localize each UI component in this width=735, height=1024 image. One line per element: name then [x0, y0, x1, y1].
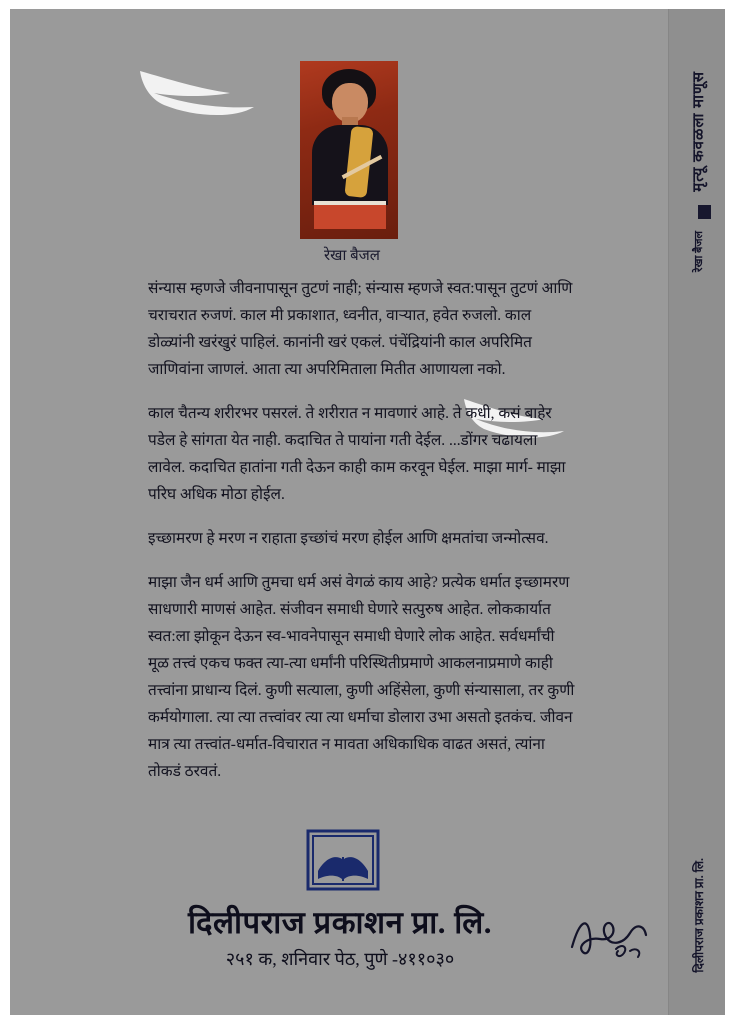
cover-panel — [10, 9, 725, 1015]
cover-content — [10, 9, 669, 1015]
spine-publisher: दिलीपराज प्रकाशन प्रा. लि. — [692, 858, 706, 973]
publisher-name: दिलीपराज प्रकाशन प्रा. लि. — [187, 905, 493, 940]
spine-divider — [698, 205, 711, 219]
swoosh-decoration-icon — [138, 67, 258, 121]
paragraph-3: इच्छामरण हे मरण न राहाता इच्छांचं मरण होईल आणि क्षमतांचा जन्मोत्सव. — [148, 530, 549, 547]
author-name-caption: रेखा बैजल — [324, 248, 380, 264]
spine-title: मृत्यू कवळला माणूस — [691, 71, 707, 192]
back-cover-text — [148, 275, 578, 802]
signature-mark — [566, 909, 652, 969]
paragraph-1: संन्यास म्हणजे जीवनापासून तुटणं नाही; संन्यास म्हणजे स्वत:पासून तुटणं आणि चराचरात रुजणं. काल मी प्रकाशात, ध्वनीत, वाऱ्यात, हवेत रुजलो. काल डोळ्यांनी खरंखुरं पाहिलं. कानांनी खरं एकलं. पंचेंद्रियांनी काल अपरिमित जाणिवांना जाणलं. आता त्या अपरिमिताला मितीत आणायला नको. — [148, 280, 573, 378]
author-photo — [300, 61, 398, 239]
book-spine — [668, 9, 725, 1015]
open-book-logo-icon — [306, 827, 380, 893]
publisher-address: २५१ क, शनिवार पेठ, पुणे -४११०३० — [225, 949, 455, 969]
paragraph-2: काल चैतन्य शरीरभर पसरलं. ते शरीरात न मावणारं आहे. ते कधी, कसं बाहेर पडेल हे सांगता येत नाही. कदाचित ते पायांना गती देईल. ...डोंगर चढायला लावेल. कदाचित हातांना गती देऊन काही काम करवून घेईल. माझा मार्ग- माझा परिघ अधिक मोठा होईल. — [148, 405, 566, 503]
portrait-book — [314, 201, 386, 229]
author-portrait-image — [300, 61, 398, 239]
paragraph-4: माझा जैन धर्म आणि तुमचा धर्म असं वेगळं काय आहे? प्रत्येक धर्मात इच्छामरण साधणारी माणसं आहेत. संजीवन समाधी घेणारे सत्पुरुष आहेत. लोककार्यात स्वत:ला झोकून देऊन स्व-भावनेपासून समाधी घेणारे लोक आहेत. सर्वधर्मांची मूळ तत्त्वं एकच फक्त त्या-त्या धर्मांनी परिस्थितीप्रमाणे आकलनाप्रमाणे काही तत्त्वांना प्राधान्य दिलं. कुणी सत्याला, कुणी अहिंसेला, कुणी संन्यासाला, तर कुणी कर्मयोगाला. त्या त्या तत्त्वांवर त्या त्या धर्माचा डोलारा उभा असतो इतकंच. जीवन मात्र त्या तत्त्वांत-धर्मात-विचारात न मावता अधिकाधिक वाढत असतं, त्यांना तोकडं ठरवतं. — [148, 574, 575, 780]
spine-author: रेखा बैजल — [693, 231, 705, 272]
